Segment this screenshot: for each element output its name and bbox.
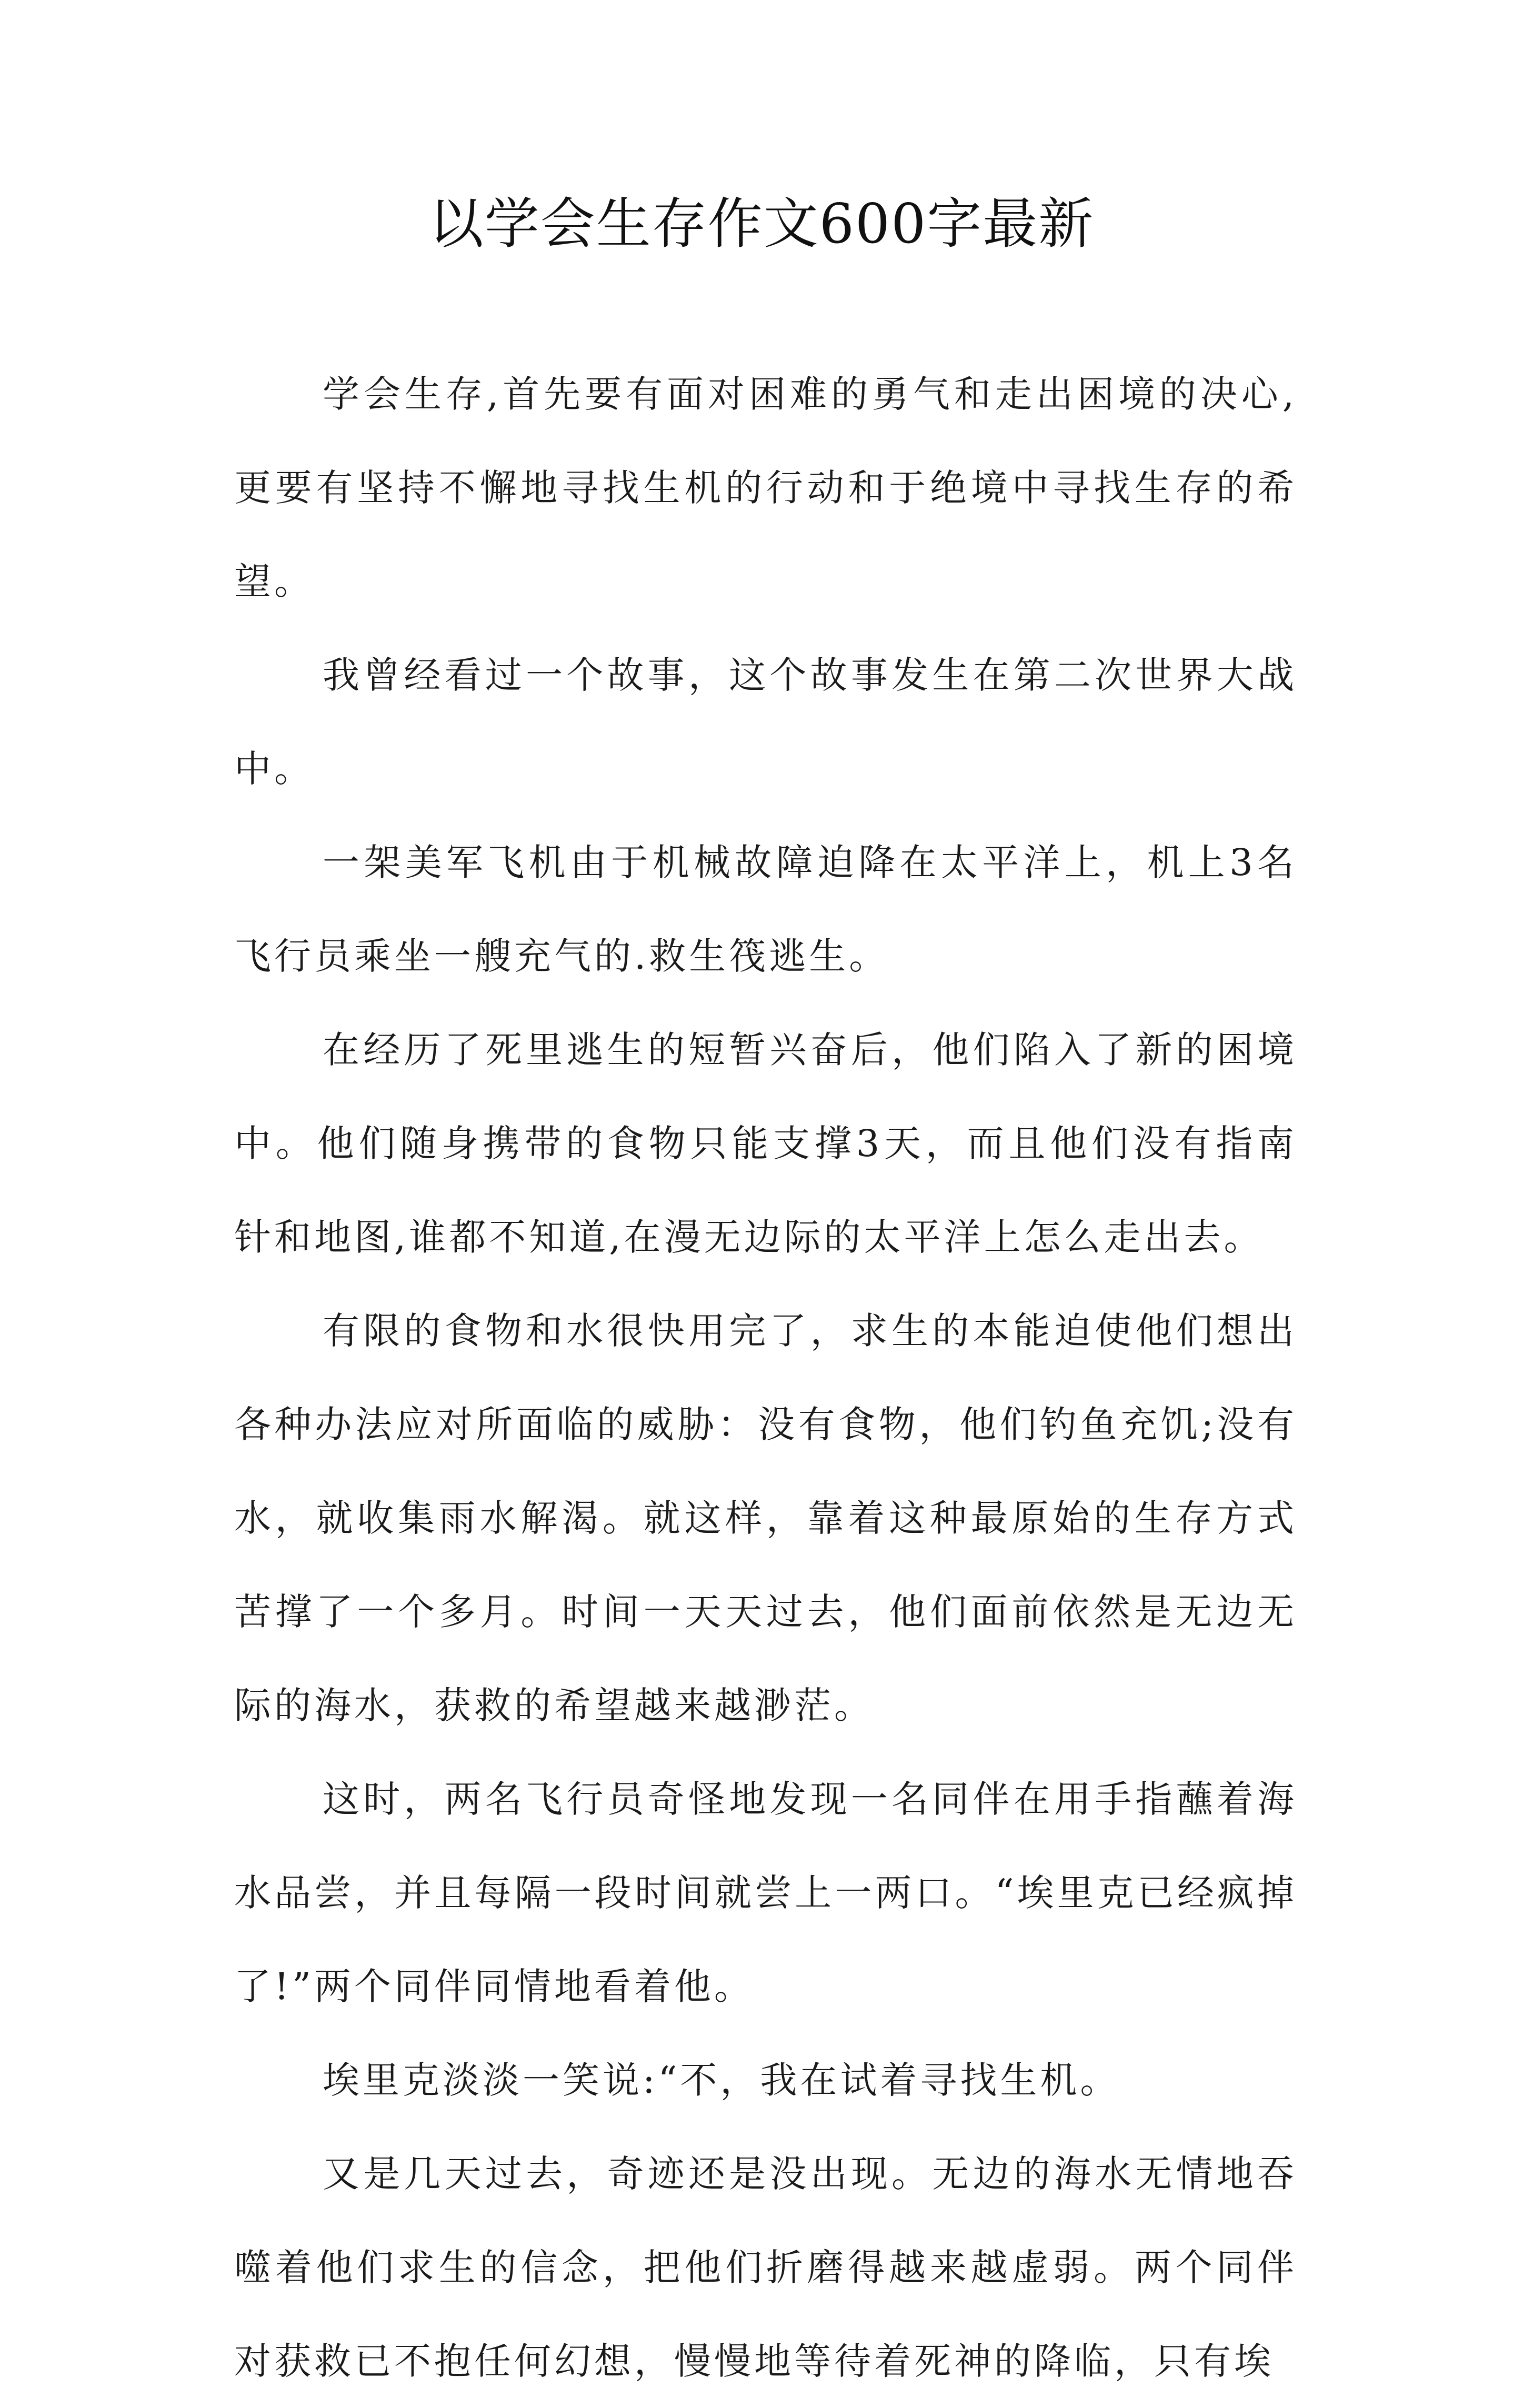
document-title: 以学会生存作文600字最新	[428, 192, 1095, 256]
paragraph: 在经历了死里逃生的短暂兴奋后，他们陷入了新的困境中。他们随身携带的食物只能支撑3天，而且他们没有指南针和地图,谁都不知道,在漫无边际的太平洋上怎么走出去。	[234, 1028, 1297, 1259]
paragraph: 有限的食物和水很快用完了，求生的本能迫使他们想出各种办法应对所面临的威胁：没有食物，他们钓鱼充饥;没有水，就收集雨水解渴。就这样，靠着这种最原始的生存方式苦撑了一个多月。时间一天天过去，他们面前依然是无边无际的海水，获救的希望越来越渺茫。	[234, 1309, 1297, 1727]
paragraph: 埃里克淡淡一笑说:“不，我在试着寻找生机。	[323, 2059, 1120, 2102]
document-body	[234, 347, 1297, 2408]
paragraph: 一架美军飞机由于机械故障迫降在太平洋上，机上3名飞行员乘坐一艘充气的.救生筏逃生。	[234, 841, 1297, 978]
paragraph: 又是几天过去，奇迹还是没出现。无边的海水无情地吞噬着他们求生的信念，把他们折磨得越来越虚弱。两个同伴对获救已不抱任何幻想，慢慢地等待着死神的降临，只有埃	[234, 2152, 1297, 2383]
paragraph: 学会生存,首先要有面对困难的勇气和走出困境的决心,更要有坚持不懈地寻找生机的行动和于绝境中寻找生存的希望。	[234, 373, 1297, 603]
paragraph: 我曾经看过一个故事，这个故事发生在第二次世界大战中。	[234, 654, 1297, 790]
paragraph: 这时，两名飞行员奇怪地发现一名同伴在用手指蘸着海水品尝，并且每隔一段时间就尝上一两口。“埃里克已经疯掉了!”两个同伴同情地看着他。	[234, 1778, 1297, 2008]
